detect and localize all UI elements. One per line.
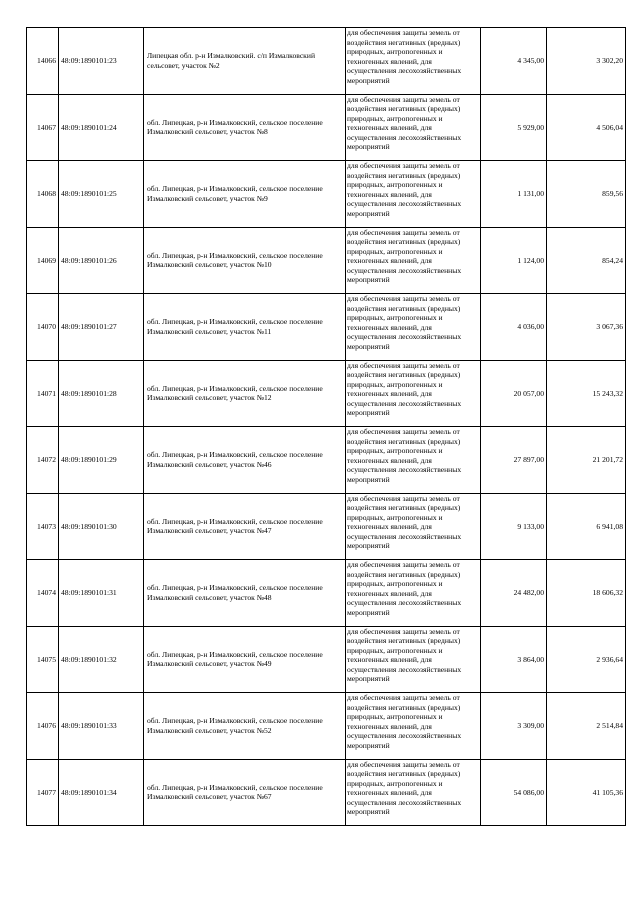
row-number-cell: 14074	[27, 560, 59, 627]
address-cell: Липецкая обл. р-н Измалковский. с/п Измалковский сельсовет, участок №2	[144, 28, 346, 95]
area-cell: 24 482,00	[481, 560, 547, 627]
table-row	[27, 94, 626, 161]
cadastral-value-cell: 21 201,72	[547, 427, 626, 494]
area-cell: 3 309,00	[481, 693, 547, 760]
area-cell: 54 086,00	[481, 759, 547, 826]
permitted-use-text: для обеспечения защиты земель от воздействия негативных (вредных) природных, антропогенных и техногенных явлений, для осуществления лесохозяйственных мероприятий	[347, 759, 462, 816]
row-number-cell: 14076	[27, 693, 59, 760]
cadastral-value-cell: 2 514,84	[547, 693, 626, 760]
area-cell: 27 897,00	[481, 427, 547, 494]
table-row	[27, 161, 626, 228]
cadastral-value-cell: 3 067,36	[547, 294, 626, 361]
table-row	[27, 493, 626, 560]
area-cell: 3 864,00	[481, 626, 547, 693]
area-cell: 4 345,00	[481, 28, 547, 95]
cadastral-number-cell: 48:09:1890101:34	[59, 759, 144, 826]
permitted-use-cell	[346, 161, 481, 228]
permitted-use-cell	[346, 94, 481, 161]
address-cell: обл. Липецкая, р-н Измалковский, сельское поселение Измалковский сельсовет, участок №52	[144, 693, 346, 760]
permitted-use-cell	[346, 759, 481, 826]
area-cell: 4 036,00	[481, 294, 547, 361]
row-number-cell: 14066	[27, 28, 59, 95]
cadastral-value-cell: 6 941,08	[547, 493, 626, 560]
area-cell: 1 124,00	[481, 227, 547, 294]
permitted-use-cell	[346, 626, 481, 693]
permitted-use-text: для обеспечения защиты земель от воздействия негативных (вредных) природных, антропогенных и техногенных явлений, для осуществления лесохозяйственных мероприятий	[347, 560, 462, 617]
cadastral-value-cell: 2 936,64	[547, 626, 626, 693]
permitted-use-cell	[346, 360, 481, 427]
cadastral-value-cell: 3 302,20	[547, 28, 626, 95]
address-cell: обл. Липецкая, р-н Измалковский, сельское поселение Измалковский сельсовет, участок №47	[144, 493, 346, 560]
permitted-use-text: для обеспечения защиты земель от воздействия негативных (вредных) природных, антропогенных и техногенных явлений, для осуществления лесохозяйственных мероприятий	[347, 693, 462, 750]
cadastral-value-cell: 854,24	[547, 227, 626, 294]
table-row	[27, 294, 626, 361]
cadastral-number-cell: 48:09:1890101:31	[59, 560, 144, 627]
row-number-cell: 14071	[27, 360, 59, 427]
table-row	[27, 28, 626, 95]
permitted-use-cell	[346, 294, 481, 361]
table-row	[27, 427, 626, 494]
table-row	[27, 693, 626, 760]
row-number-cell: 14075	[27, 626, 59, 693]
row-number-cell: 14070	[27, 294, 59, 361]
address-cell: обл. Липецкая, р-н Измалковский, сельское поселение Измалковский сельсовет, участок №48	[144, 560, 346, 627]
row-number-cell: 14068	[27, 161, 59, 228]
address-cell: обл. Липецкая, р-н Измалковский, сельское поселение Измалковский сельсовет, участок №67	[144, 759, 346, 826]
row-number-cell: 14073	[27, 493, 59, 560]
land-plots-table	[26, 27, 626, 826]
cadastral-number-cell: 48:09:1890101:26	[59, 227, 144, 294]
permitted-use-text: для обеспечения защиты земель от воздействия негативных (вредных) природных, антропогенных и техногенных явлений, для осуществления лесохозяйственных мероприятий	[347, 94, 462, 151]
cadastral-number-cell: 48:09:1890101:29	[59, 427, 144, 494]
area-cell: 1 131,00	[481, 161, 547, 228]
permitted-use-cell	[346, 693, 481, 760]
row-number-cell: 14067	[27, 94, 59, 161]
address-cell: обл. Липецкая, р-н Измалковский, сельское поселение Измалковский сельсовет, участок №12	[144, 360, 346, 427]
cadastral-number-cell: 48:09:1890101:27	[59, 294, 144, 361]
permitted-use-text: для обеспечения защиты земель от воздействия негативных (вредных) природных, антропогенных и техногенных явлений, для осуществления лесохозяйственных мероприятий	[347, 28, 462, 85]
permitted-use-text: для обеспечения защиты земель от воздействия негативных (вредных) природных, антропогенных и техногенных явлений, для осуществления лесохозяйственных мероприятий	[347, 626, 462, 683]
permitted-use-cell	[346, 560, 481, 627]
permitted-use-cell	[346, 493, 481, 560]
address-cell: обл. Липецкая, р-н Измалковский, сельское поселение Измалковский сельсовет, участок №9	[144, 161, 346, 228]
cadastral-number-cell: 48:09:1890101:28	[59, 360, 144, 427]
cadastral-number-cell: 48:09:1890101:24	[59, 94, 144, 161]
table-row	[27, 227, 626, 294]
cadastral-value-cell: 859,56	[547, 161, 626, 228]
permitted-use-text: для обеспечения защиты земель от воздействия негативных (вредных) природных, антропогенных и техногенных явлений, для осуществления лесохозяйственных мероприятий	[347, 227, 462, 284]
address-cell: обл. Липецкая, р-н Измалковский, сельское поселение Измалковский сельсовет, участок №46	[144, 427, 346, 494]
address-cell: обл. Липецкая, р-н Измалковский, сельское поселение Измалковский сельсовет, участок №49	[144, 626, 346, 693]
permitted-use-text: для обеспечения защиты земель от воздействия негативных (вредных) природных, антропогенных и техногенных явлений, для осуществления лесохозяйственных мероприятий	[347, 427, 462, 484]
permitted-use-text: для обеспечения защиты земель от воздействия негативных (вредных) природных, антропогенных и техногенных явлений, для осуществления лесохозяйственных мероприятий	[347, 493, 462, 550]
cadastral-value-cell: 18 606,32	[547, 560, 626, 627]
permitted-use-cell	[346, 227, 481, 294]
area-cell: 5 929,00	[481, 94, 547, 161]
table-row	[27, 626, 626, 693]
permitted-use-cell	[346, 28, 481, 95]
address-cell: обл. Липецкая, р-н Измалковский, сельское поселение Измалковский сельсовет, участок №11	[144, 294, 346, 361]
address-cell: обл. Липецкая, р-н Измалковский, сельское поселение Измалковский сельсовет, участок №10	[144, 227, 346, 294]
table-row	[27, 360, 626, 427]
cadastral-number-cell: 48:09:1890101:30	[59, 493, 144, 560]
table-body	[27, 28, 626, 826]
row-number-cell: 14072	[27, 427, 59, 494]
cadastral-number-cell: 48:09:1890101:32	[59, 626, 144, 693]
cadastral-value-cell: 15 243,32	[547, 360, 626, 427]
permitted-use-cell	[346, 427, 481, 494]
row-number-cell: 14077	[27, 759, 59, 826]
cadastral-number-cell: 48:09:1890101:33	[59, 693, 144, 760]
permitted-use-text: для обеспечения защиты земель от воздействия негативных (вредных) природных, антропогенных и техногенных явлений, для осуществления лесохозяйственных мероприятий	[347, 360, 462, 417]
cadastral-value-cell: 41 105,36	[547, 759, 626, 826]
permitted-use-text: для обеспечения защиты земель от воздействия негативных (вредных) природных, антропогенных и техногенных явлений, для осуществления лесохозяйственных мероприятий	[347, 294, 462, 351]
area-cell: 9 133,00	[481, 493, 547, 560]
area-cell: 20 057,00	[481, 360, 547, 427]
permitted-use-text: для обеспечения защиты земель от воздействия негативных (вредных) природных, антропогенных и техногенных явлений, для осуществления лесохозяйственных мероприятий	[347, 161, 462, 218]
cadastral-value-cell: 4 506,04	[547, 94, 626, 161]
table-row	[27, 560, 626, 627]
row-number-cell: 14069	[27, 227, 59, 294]
table-row	[27, 759, 626, 826]
cadastral-number-cell: 48:09:1890101:23	[59, 28, 144, 95]
address-cell: обл. Липецкая, р-н Измалковский, сельское поселение Измалковский сельсовет, участок №8	[144, 94, 346, 161]
cadastral-number-cell: 48:09:1890101:25	[59, 161, 144, 228]
